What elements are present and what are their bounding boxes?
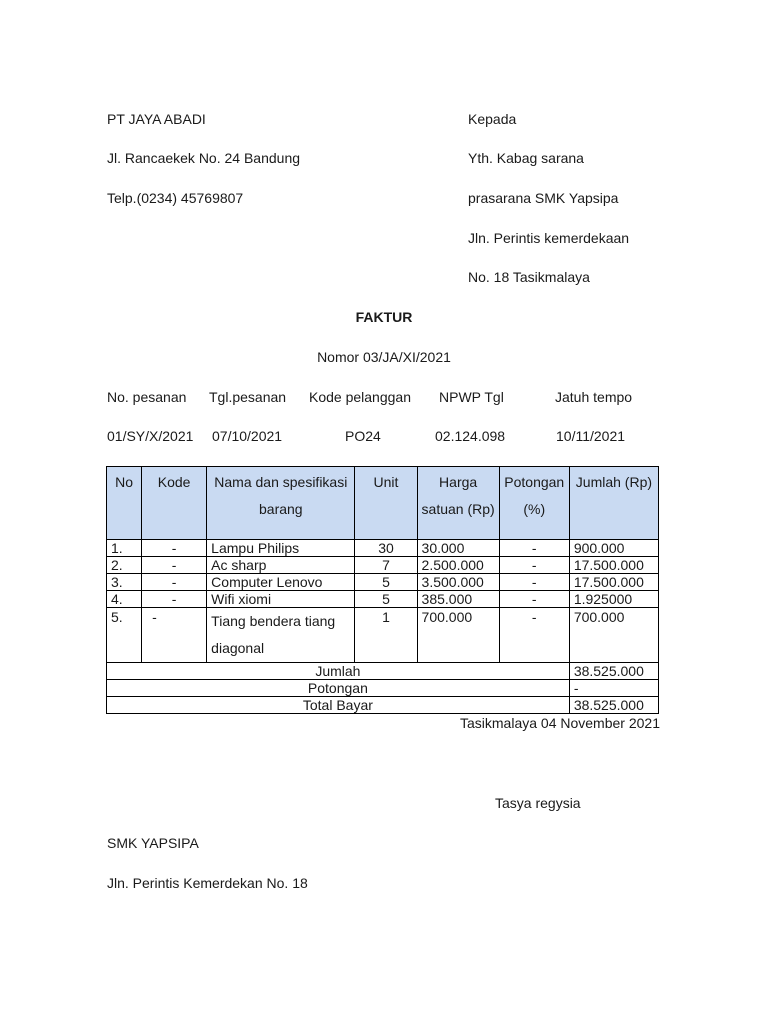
cell-jumlah: 900.000 xyxy=(569,540,658,557)
footer-name: SMK YAPSIPA xyxy=(107,835,199,851)
recipient-line-4: Jln. Perintis kemerdekaan xyxy=(468,230,630,246)
order-value-npwp-tgl: 02.124.098 xyxy=(435,428,506,444)
cell-nama: Tiang bendera tiang diagonal xyxy=(207,608,355,663)
cell-potongan: - xyxy=(499,540,569,557)
table-row xyxy=(107,574,659,591)
summary-value: 38.525.000 xyxy=(569,697,658,714)
summary-row-potongan xyxy=(107,680,659,697)
cell-no: 5. xyxy=(107,608,142,663)
cell-potongan: - xyxy=(499,608,569,663)
header-kode: Kode xyxy=(142,467,207,540)
table-row xyxy=(107,540,659,557)
header-no: No xyxy=(107,467,142,540)
sender-phone: Telp.(0234) 45769807 xyxy=(107,190,244,206)
summary-value: - xyxy=(569,680,658,697)
cell-unit: 1 xyxy=(355,608,417,663)
cell-nama: Lampu Philips xyxy=(207,540,355,557)
cell-jumlah: 17.500.000 xyxy=(569,557,658,574)
sender-address: Jl. Rancaekek No. 24 Bandung xyxy=(107,150,301,166)
header-jumlah: Jumlah (Rp) xyxy=(569,467,658,540)
summary-label: Jumlah xyxy=(107,663,570,680)
order-header-npwp-tgl: NPWP Tgl xyxy=(439,389,504,405)
cell-jumlah: 700.000 xyxy=(569,608,658,663)
cell-nama: Wifi xiomi xyxy=(207,591,355,608)
cell-unit: 7 xyxy=(355,557,417,574)
cell-nama: Computer Lenovo xyxy=(207,574,355,591)
order-value-tgl-pesanan: 07/10/2021 xyxy=(212,428,283,444)
cell-harga: 30.000 xyxy=(417,540,499,557)
cell-harga: 2.500.000 xyxy=(417,557,499,574)
cell-unit: 5 xyxy=(355,591,417,608)
table-header-row xyxy=(107,467,659,540)
order-header-kode-pelanggan: Kode pelanggan xyxy=(309,389,411,405)
header-potongan: Potongan (%) xyxy=(499,467,569,540)
header-harga: Harga satuan (Rp) xyxy=(417,467,499,540)
cell-kode: - xyxy=(142,574,207,591)
summary-label: Potongan xyxy=(107,680,570,697)
cell-potongan: - xyxy=(499,574,569,591)
cell-harga: 385.000 xyxy=(417,591,499,608)
recipient-line-2: Yth. Kabag sarana xyxy=(468,150,584,166)
summary-row-total-bayar xyxy=(107,697,659,714)
table-row xyxy=(107,591,659,608)
cell-harga: 3.500.000 xyxy=(417,574,499,591)
order-header-jatuh-tempo: Jatuh tempo xyxy=(555,389,633,405)
cell-potongan: - xyxy=(499,591,569,608)
cell-jumlah: 1.925000 xyxy=(569,591,658,608)
cell-nama: Ac sharp xyxy=(207,557,355,574)
table-row xyxy=(107,557,659,574)
recipient-line-5: No. 18 Tasikmalaya xyxy=(468,269,590,285)
recipient-line-3: prasarana SMK Yapsipa xyxy=(468,190,619,206)
invoice-title: FAKTUR xyxy=(355,309,413,325)
cell-potongan: - xyxy=(499,557,569,574)
summary-label: Total Bayar xyxy=(107,697,570,714)
cell-jumlah: 17.500.000 xyxy=(569,574,658,591)
header-unit: Unit xyxy=(355,467,417,540)
table-row xyxy=(107,608,659,663)
footer-address: Jln. Perintis Kemerdekan No. 18 xyxy=(107,875,308,891)
order-value-jatuh-tempo: 10/11/2021 xyxy=(556,428,626,444)
order-value-kode-pelanggan: PO24 xyxy=(345,428,381,444)
recipient-line-1: Kepada xyxy=(468,111,517,127)
order-value-no-pesanan: 01/SY/X/2021 xyxy=(107,428,194,444)
cell-no: 3. xyxy=(107,574,142,591)
cell-kode: - xyxy=(142,608,207,663)
cell-no: 1. xyxy=(107,540,142,557)
cell-harga: 700.000 xyxy=(417,608,499,663)
header-nama: Nama dan spesifikasi barang xyxy=(207,467,355,540)
cell-kode: - xyxy=(142,591,207,608)
invoice-items-table xyxy=(106,466,659,714)
cell-unit: 30 xyxy=(355,540,417,557)
invoice-number: Nomor 03/JA/XI/2021 xyxy=(317,349,451,365)
cell-no: 4. xyxy=(107,591,142,608)
order-header-tgl-pesanan: Tgl.pesanan xyxy=(209,389,287,405)
cell-no: 2. xyxy=(107,557,142,574)
order-header-no-pesanan: No. pesanan xyxy=(107,389,187,405)
summary-row-jumlah xyxy=(107,663,659,680)
cell-kode: - xyxy=(142,557,207,574)
sender-company: PT JAYA ABADI xyxy=(107,111,206,127)
signer-name: Tasya regysia xyxy=(495,795,581,811)
summary-value: 38.525.000 xyxy=(569,663,658,680)
cell-unit: 5 xyxy=(355,574,417,591)
cell-kode: - xyxy=(142,540,207,557)
place-date: Tasikmalaya 04 November 2021 xyxy=(460,715,660,731)
